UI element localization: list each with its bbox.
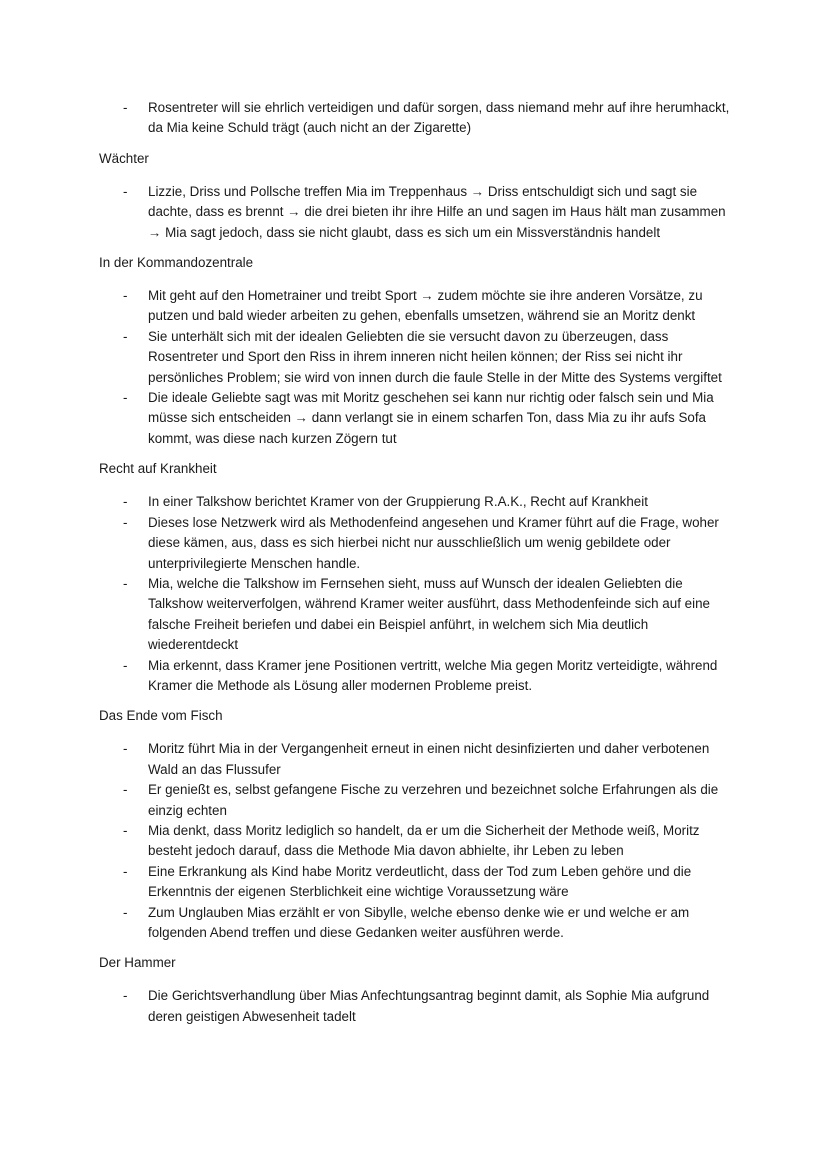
list-item-text: Mia erkennt, dass Kramer jene Positionen vertritt, welche Mia gegen Moritz verteidigte, während Kramer die Methode als Lösung aller modernen Probleme preist. <box>148 657 718 693</box>
bullet-dash: - <box>123 822 128 838</box>
list-item <box>99 574 739 656</box>
list-item-text: Die Gerichtsverhandlung über Mias Anfechtungsantrag beginnt damit, als Sophie Mia aufgrund deren geistigen Abwesenheit tadelt <box>148 988 710 1024</box>
list-item-text: Mit geht auf den Hometrainer und treibt Sport → zudem möchte sie ihre anderen Vorsätze, zu putzen und bald wieder arbeiten zu gehen, ebenfalls umsetzen, während sie an Moritz denkt <box>148 288 703 324</box>
list-item <box>99 862 739 903</box>
list-item-text: Mia denkt, dass Moritz lediglich so handelt, da er um die Sicherheit der Methode weiß, Moritz besteht jedoch darauf, dass die Methode Mia davon abhielte, ihr Leben zu leben <box>148 822 700 859</box>
bullet-list <box>99 986 739 1027</box>
bullet-list <box>99 182 739 243</box>
list-item-text: Zum Unglauben Mias erzählt er von Sibylle, welche ebenso denke wie er und welche er am folgenden Abend treffen und diese Gedanken weiter ausführen werde. <box>148 904 690 940</box>
bullet-dash: - <box>123 575 128 591</box>
bullet-dash: - <box>123 328 128 344</box>
list-item-text: Lizzie, Driss und Pollsche treffen Mia im Treppenhaus → Driss entschuldigt sich und sagt sie dachte, dass es brennt → die drei bieten ihr ihre Hilfe an und sagen im Haus hält man zusammen → Mia sagt jedoch, dass sie nicht glaubt, dass es sich um ein Missverständnis handelt <box>148 183 726 240</box>
bullet-dash: - <box>123 988 128 1004</box>
list-item <box>99 903 739 944</box>
section-heading: Wächter <box>99 150 149 166</box>
list-item <box>99 986 739 1027</box>
list-item <box>99 182 739 243</box>
bullet-list <box>99 492 739 696</box>
section-heading: Recht auf Krankheit <box>99 461 217 477</box>
bullet-dash: - <box>123 904 128 920</box>
list-item <box>99 98 739 139</box>
list-item-text: Eine Erkrankung als Kind habe Moritz verdeutlicht, dass der Tod zum Leben gehöre und die Erkenntnis der eigenen Sterblichkeit eine wichtige Voraussetzung wäre <box>148 863 692 900</box>
bullet-list <box>99 286 739 449</box>
bullet-dash: - <box>123 863 128 879</box>
bullet-list <box>99 98 739 139</box>
section-heading: Das Ende vom Fisch <box>99 708 223 724</box>
list-item-text: Die ideale Geliebte sagt was mit Moritz geschehen sei kann nur richtig oder falsch sein und Mia müsse sich entscheiden → dann verlangt sie in einem scharfen Ton, dass Mia zu ihr aufs Sofa kommt, was diese nach kurzen Zögern tut <box>148 390 714 446</box>
section-heading: Der Hammer <box>99 955 176 971</box>
document-content <box>99 98 739 1027</box>
list-item-text: Moritz führt Mia in der Vergangenheit erneut in einen nicht desinfizierten und daher verbotenen Wald an das Flussufer <box>148 741 710 777</box>
bullet-dash: - <box>123 183 128 199</box>
bullet-list <box>99 739 739 943</box>
bullet-dash: - <box>123 657 128 673</box>
list-item <box>99 327 739 388</box>
bullet-dash: - <box>123 514 128 530</box>
list-item-text: Rosentreter will sie ehrlich verteidigen und dafür sorgen, dass niemand mehr auf ihre herumhackt, da Mia keine Schuld trägt (auch nicht an der Zigarette) <box>148 100 730 136</box>
list-item-text: Er genießt es, selbst gefangene Fische zu verzehren und bezeichnet solche Erfahrungen als die einzig echten <box>148 782 719 818</box>
list-item-text: Dieses lose Netzwerk wird als Methodenfeind angesehen und Kramer führt auf die Frage, woher diese kämen, aus, dass es sich hierbei nicht nur ausschließlich um wenig gebildete oder unterprivilegierte Menschen handle. <box>148 514 719 571</box>
list-item <box>99 492 739 512</box>
list-item <box>99 656 739 697</box>
list-item <box>99 739 739 780</box>
bullet-dash: - <box>123 741 128 757</box>
list-item <box>99 286 739 327</box>
section-heading: In der Kommandozentrale <box>99 255 254 271</box>
bullet-dash: - <box>123 390 128 406</box>
list-item <box>99 388 739 449</box>
list-item-text: In einer Talkshow berichtet Kramer von der Gruppierung R.A.K., Recht auf Krankheit <box>148 494 648 510</box>
list-item <box>99 513 739 574</box>
list-item-text: Mia, welche die Talkshow im Fernsehen sieht, muss auf Wunsch der idealen Geliebten die Talkshow weiterverfolgen, während Kramer weiter ausführt, dass Methodenfeinde sich auf eine falsche Freiheit beriefen und dabei ein Beispiel anführt, in welchem sich Mia deutlich wiederentdeckt <box>148 575 710 653</box>
bullet-dash: - <box>123 288 128 304</box>
bullet-dash: - <box>123 782 128 798</box>
list-item-text: Sie unterhält sich mit der idealen Geliebten die sie versucht davon zu überzeugen, dass Rosentreter und Sport den Riss in ihrem inneren nicht heilen können; der Riss sei nicht ihr persönliches Problem; sie wird von innen durch die faule Stelle in der Mitte des Systems vergiftet <box>148 328 722 385</box>
list-item <box>99 780 739 821</box>
list-item <box>99 821 739 862</box>
bullet-dash: - <box>123 100 128 115</box>
bullet-dash: - <box>123 494 128 510</box>
